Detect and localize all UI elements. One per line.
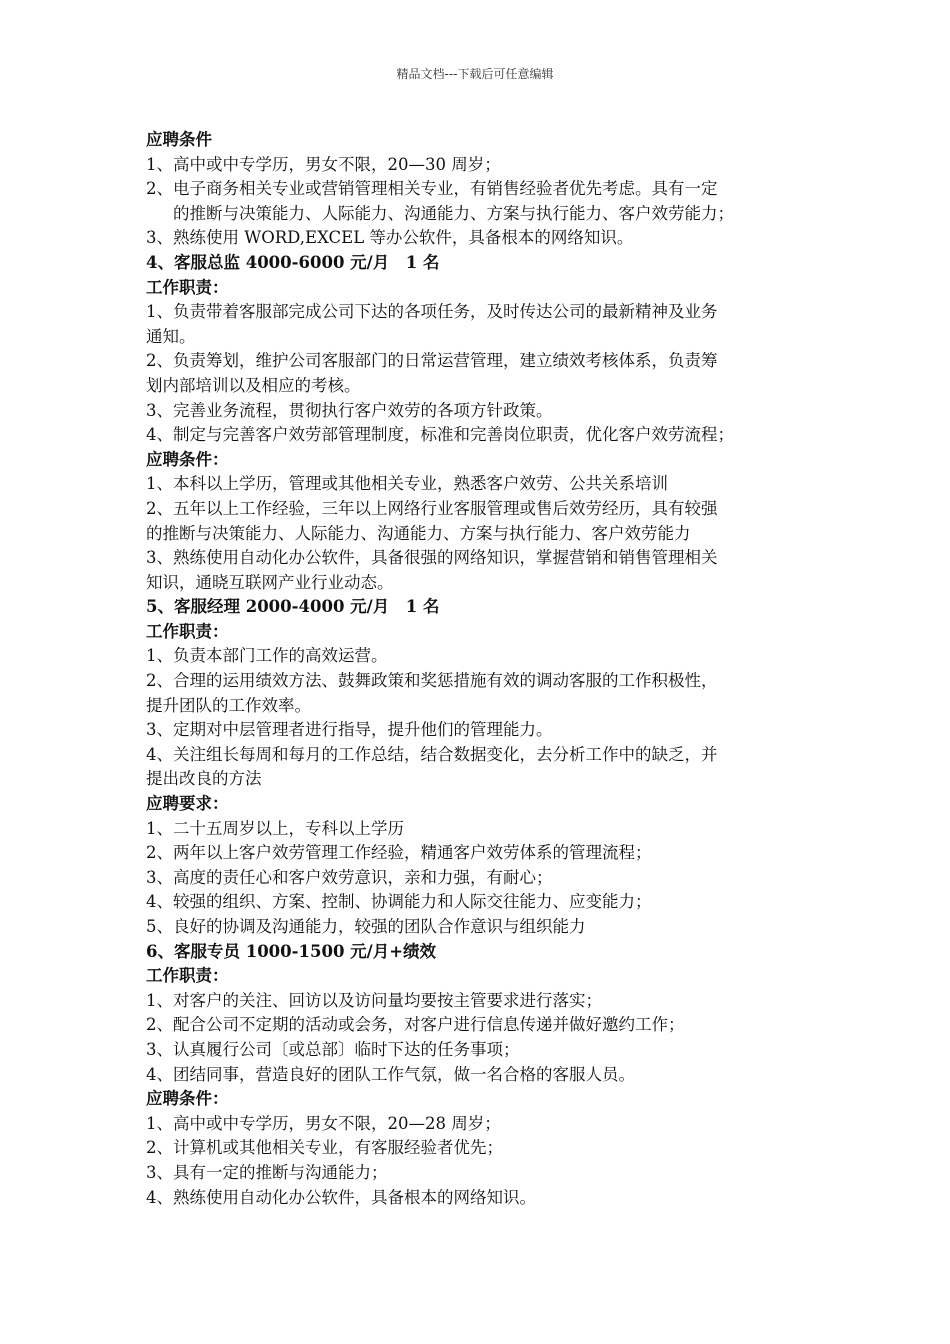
text-line: 1、高中或中专学历，男女不限，20—28 周岁； — [146, 1113, 501, 1133]
text-line: 知识，通晓互联网产业行业动态。 — [146, 572, 394, 592]
section-heading: 4、客服总监 4000-6000 元/月 1 名 — [146, 252, 440, 272]
text-line: 3、认真履行公司〔或总部〕临时下达的任务事项； — [146, 1039, 520, 1059]
text-line: 1、负责本部门工作的高效运营。 — [146, 646, 388, 666]
text-line: 3、熟练使用自动化办公软件，具备很强的网络知识，掌握营销和销售管理相关 — [146, 548, 718, 568]
text-line: 2、合理的运用绩效方法、鼓舞政策和奖惩措施有效的调动客服的工作积极性， — [146, 671, 718, 691]
section-heading: 6、客服专员 1000-1500 元/月+绩效 — [146, 941, 437, 961]
text-line: 2、电子商务相关专业或营销管理相关专业，有销售经验者优先考虑。具有一定 — [146, 179, 718, 199]
text-line: 3、高度的责任心和客户效劳意识，亲和力强，有耐心； — [146, 867, 553, 887]
page-header: 精品文档---下载后可任意编辑 — [396, 67, 554, 81]
text-line: 1、本科以上学历，管理或其他相关专业，熟悉客户效劳、公共关系培训 — [146, 474, 668, 494]
text-line: 通知。 — [146, 326, 196, 346]
text-line: 4、团结同事，营造良好的团队工作气氛，做一名合格的客服人员。 — [146, 1064, 635, 1084]
section-heading: 工作职责： — [146, 621, 229, 641]
section-heading: 应聘条件 — [146, 130, 212, 149]
text-line: 3、定期对中层管理者进行指导，提升他们的管理能力。 — [146, 720, 553, 740]
text-line: 提升团队的工作效率。 — [146, 695, 311, 715]
text-line: 的推断与决策能力、人际能力、沟通能力、方案与执行能力、客户效劳能力 — [146, 523, 691, 543]
text-line: 4、关注组长每周和每月的工作总结，结合数据变化，去分析工作中的缺乏，并 — [146, 744, 718, 764]
text-line: 2、计算机或其他相关专业，有客服经验者优先； — [146, 1138, 503, 1158]
section-heading: 应聘要求： — [146, 794, 229, 814]
text-line: 3、具有一定的推断与沟通能力； — [146, 1162, 388, 1182]
section-heading: 应聘条件： — [146, 449, 229, 469]
text-line: 2、配合公司不定期的活动或会务，对客户进行信息传递并做好邀约工作； — [146, 1015, 685, 1035]
section-heading: 5、客服经理 2000-4000 元/月 1 名 — [146, 597, 440, 617]
section-heading: 工作职责： — [146, 966, 229, 986]
text-line: 2、两年以上客户效劳管理工作经验，精通客户效劳体系的管理流程； — [146, 843, 652, 863]
text-line: 2、负责筹划，维护公司客服部门的日常运营管理，建立绩效考核体系，负责筹 — [146, 351, 718, 371]
text-line: 1、高中或中专学历，男女不限，20—30 周岁； — [146, 154, 501, 174]
document-body — [146, 128, 816, 1210]
text-line: 3、完善业务流程，贯彻执行客户效劳的各项方针政策。 — [146, 400, 553, 420]
text-line: 提出改良的方法 — [146, 769, 262, 789]
text-line: 5、良好的协调及沟通能力，较强的团队合作意识与组织能力 — [146, 917, 586, 936]
text-line: 4、较强的组织、方案、控制、协调能力和人际交往能力、应变能力； — [146, 892, 652, 912]
text-line: 划内部培训以及相应的考核。 — [146, 375, 361, 395]
text-line: 1、二十五周岁以上，专科以上学历 — [146, 818, 404, 838]
section-heading: 应聘条件： — [146, 1089, 229, 1109]
text-line: 4、熟练使用自动化办公软件，具备根本的网络知识。 — [146, 1187, 536, 1207]
text-line: 1、负责带着客服部完成公司下达的各项任务，及时传达公司的最新精神及业务 — [146, 302, 718, 322]
text-line: 4、制定与完善客户效劳部管理制度，标准和完善岗位职责，优化客户效劳流程； — [146, 425, 734, 445]
text-line: 1、对客户的关注、回访以及访问量均要按主管要求进行落实； — [146, 990, 602, 1010]
section-heading: 工作职责： — [146, 277, 229, 297]
text-line: 3、熟练使用 WORD,EXCEL 等办公软件，具备根本的网络知识。 — [146, 228, 634, 248]
text-line: 的推断与决策能力、人际能力、沟通能力、方案与执行能力、客户效劳能力； — [173, 203, 734, 223]
text-line: 2、五年以上工作经验，三年以上网络行业客服管理或售后效劳经历，具有较强 — [146, 498, 718, 518]
